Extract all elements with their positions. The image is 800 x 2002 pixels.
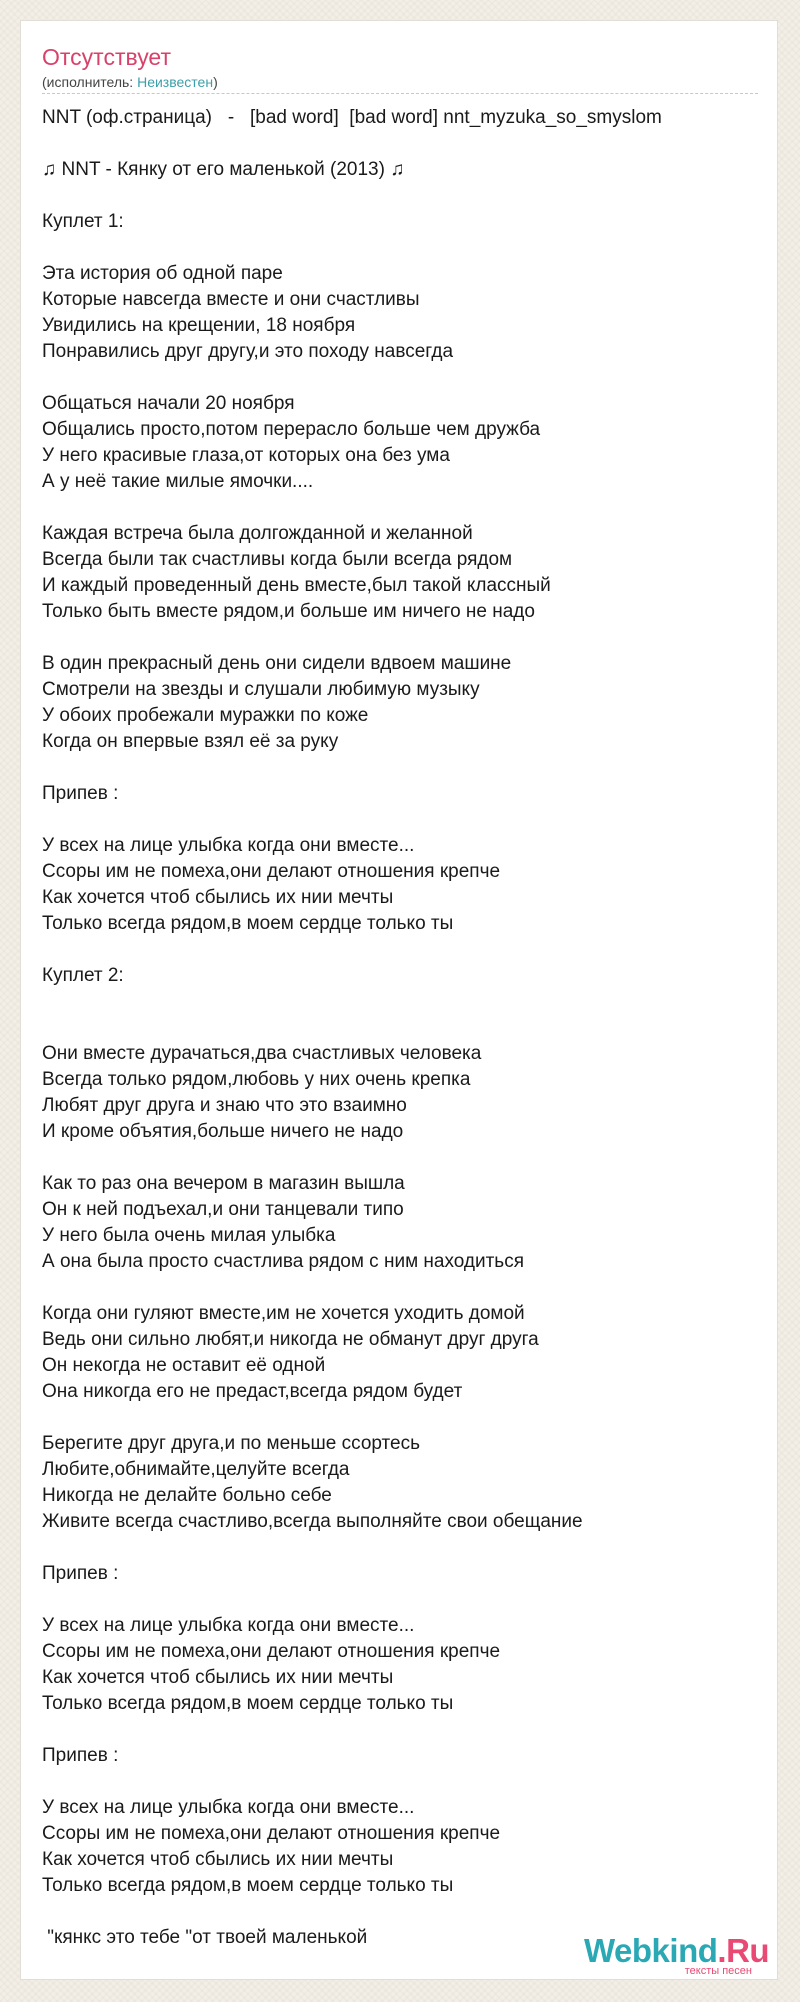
lyric-line: ♫ NNT - Кянку от его маленькой (2013) ♫ — [42, 159, 405, 180]
lyric-blank-line — [42, 1535, 758, 1561]
lyric-line: А у неё такие милые ямочки.... — [42, 471, 314, 492]
lyric-line: Увидились на крещении, 18 ноября — [42, 315, 356, 336]
lyric-line: Понравились друг другу,и это походу навсегда — [42, 341, 454, 362]
lyric-line: Припев : — [42, 1745, 119, 1766]
lyric-line: Смотрели на звезды и слушали любимую музыку — [42, 679, 480, 700]
lyric-line: Берегите друг друга,и по меньше ссортесь — [42, 1433, 421, 1454]
lyric-blank-line — [42, 1899, 758, 1925]
lyric-blank-line — [42, 1275, 758, 1301]
lyric-line: У всех на лице улыбка когда они вместе... — [42, 835, 415, 856]
lyric-line: Ссоры им не помеха,они делают отношения крепче — [42, 1641, 501, 1662]
lyrics-card — [20, 20, 778, 1980]
lyric-line: Когда они гуляют вместе,им не хочется уходить домой — [42, 1303, 525, 1324]
lyric-line: Общаться начали 20 ноября — [42, 393, 295, 414]
lyric-line: Никогда не делайте больно себе — [42, 1485, 332, 1506]
lyric-line: Ссоры им не помеха,они делают отношения крепче — [42, 1823, 501, 1844]
lyric-line: Он к ней подъехал,и они танцевали типо — [42, 1199, 404, 1220]
lyric-line: А она была просто счастлива рядом с ним находиться — [42, 1251, 524, 1272]
lyric-line: Только быть вместе рядом,и больше им ничего не надо — [42, 601, 535, 622]
lyric-line: У обоих пробежали муражки по коже — [42, 705, 369, 726]
lyric-blank-line — [42, 131, 758, 157]
lyric-blank-line — [42, 1405, 758, 1431]
lyric-line: У него красивые глаза,от которых она без ума — [42, 445, 450, 466]
lyric-line: Живите всегда счастливо,всегда выполняйте свои обещание — [42, 1511, 583, 1532]
lyric-blank-line — [42, 807, 758, 833]
lyric-line: Припев : — [42, 1563, 119, 1584]
lyric-line: Эта история об одной паре — [42, 263, 283, 284]
lyrics-body — [42, 105, 758, 1951]
lyric-line: В один прекрасный день они сидели вдвоем машине — [42, 653, 512, 674]
lyric-blank-line — [42, 183, 758, 209]
artist-line — [42, 73, 218, 91]
lyric-line: Они вместе дурачаться,два счастливых человека — [42, 1043, 482, 1064]
lyric-line: У него была очень милая улыбка — [42, 1225, 336, 1246]
lyric-line: И кроме объятия,больше ничего не надо — [42, 1121, 404, 1142]
lyric-line: Каждая встреча была долгожданной и желанной — [42, 523, 473, 544]
lyric-line: NNT (оф.страница) - [bad word] [bad word] nnt_myzuka_so_smyslom — [42, 107, 662, 128]
lyric-blank-line — [42, 755, 758, 781]
lyric-line: Как хочется чтоб сбылись их нии мечты — [42, 1667, 394, 1688]
lyric-line: У всех на лице улыбка когда они вместе... — [42, 1615, 415, 1636]
lyric-blank-line — [42, 1769, 758, 1795]
song-title: Отсутствует — [42, 44, 171, 70]
lyric-blank-line — [42, 1145, 758, 1171]
lyric-blank-line — [42, 365, 758, 391]
lyric-line: Она никогда его не предаст,всегда рядом будет — [42, 1381, 463, 1402]
lyric-line: "кянкс это тебе "от твоей маленькой — [42, 1927, 368, 1948]
logo-tagline: тексты песен — [684, 1965, 752, 1977]
lyric-line: Всегда только рядом,любовь у них очень крепка — [42, 1069, 471, 1090]
lyric-blank-line — [42, 937, 758, 963]
artist-prefix: (исполнитель: — [42, 74, 138, 90]
lyric-line: Которые навсегда вместе и они счастливы — [42, 289, 420, 310]
lyric-blank-line — [42, 1587, 758, 1613]
logo-name: Webkind — [584, 1932, 718, 1969]
lyric-line: Ссоры им не помеха,они делают отношения крепче — [42, 861, 501, 882]
lyric-blank-line — [42, 1717, 758, 1743]
artist-suffix: ) — [213, 74, 218, 90]
lyric-line: Только всегда рядом,в моем сердце только ты — [42, 1875, 454, 1896]
lyric-line: Любите,обнимайте,целуйте всегда — [42, 1459, 350, 1480]
lyric-blank-line — [42, 989, 758, 1015]
lyric-line: Любят друг друга и знаю что это взаимно — [42, 1095, 407, 1116]
header-divider — [42, 93, 758, 94]
site-logo[interactable] — [584, 1932, 774, 1978]
lyric-line: Только всегда рядом,в моем сердце только ты — [42, 913, 454, 934]
lyric-line: Куплет 1: — [42, 211, 124, 232]
lyric-line: Общались просто,потом перерасло больше чем дружба — [42, 419, 541, 440]
lyric-blank-line — [42, 625, 758, 651]
lyric-line: Всегда были так счастливы когда были всегда рядом — [42, 549, 513, 570]
lyric-line: Он некогда не оставит её одной — [42, 1355, 326, 1376]
lyric-line: И каждый проведенный день вместе,был такой классный — [42, 575, 551, 596]
lyric-line: Как хочется чтоб сбылись их нии мечты — [42, 1849, 394, 1870]
lyric-line: Только всегда рядом,в моем сердце только ты — [42, 1693, 454, 1714]
lyric-blank-line — [42, 1015, 758, 1041]
lyric-blank-line — [42, 495, 758, 521]
lyric-line: У всех на лице улыбка когда они вместе... — [42, 1797, 415, 1818]
lyric-blank-line — [42, 235, 758, 261]
lyric-line: Припев : — [42, 783, 119, 804]
lyric-line: Как то раз она вечером в магазин вышла — [42, 1173, 405, 1194]
lyric-line: Куплет 2: — [42, 965, 124, 986]
lyric-line: Когда он впервые взял её за руку — [42, 731, 339, 752]
lyric-line: Как хочется чтоб сбылись их нии мечты — [42, 887, 394, 908]
logo-tld: .Ru — [717, 1932, 770, 1969]
artist-link[interactable]: Неизвестен — [137, 74, 214, 90]
lyric-line: Ведь они сильно любят,и никогда не обманут друг друга — [42, 1329, 539, 1350]
